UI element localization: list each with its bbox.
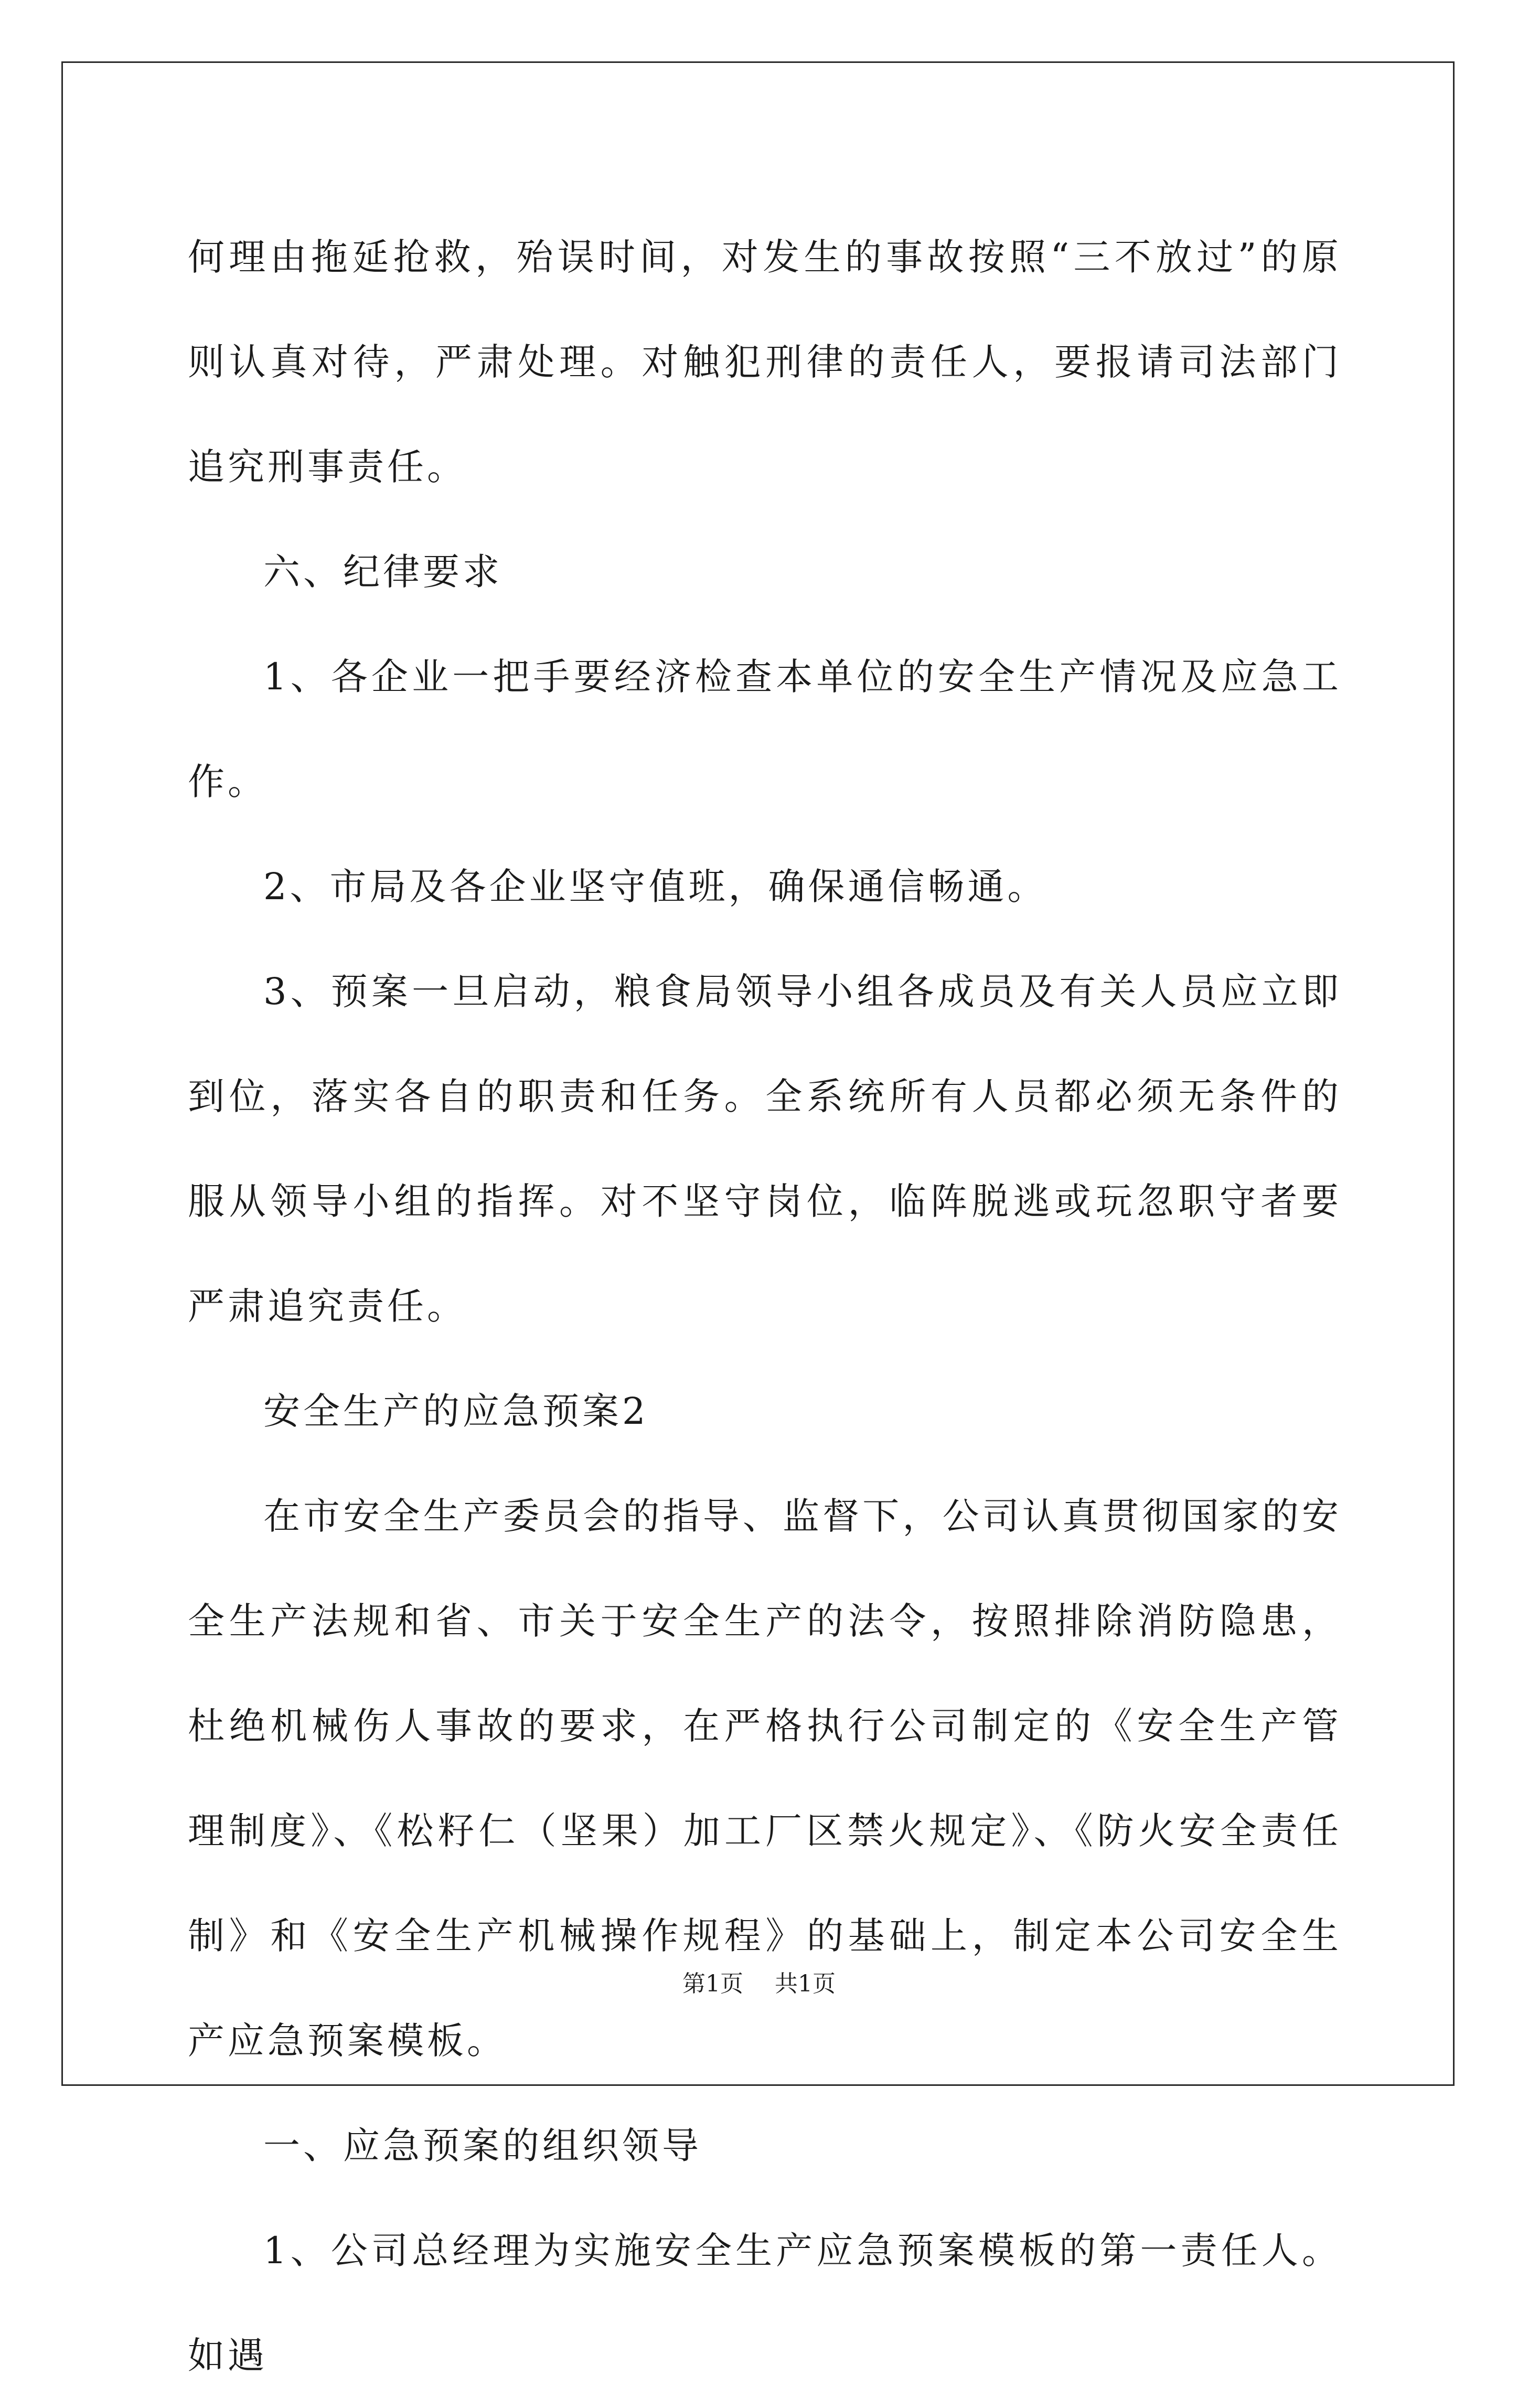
document-body [188,205,1342,2408]
paragraph-1: 何理由拖延抢救，殆误时间，对发生的事故按照“三不放过”的原则认真对待，严肃处理。对触犯刑律的责任人，要报请司法部门追究刑事责任。 [188,236,1342,488]
section-heading-organization: 一、应急预案的组织领导 [263,2124,702,2167]
page-footer [0,1965,1518,1998]
section-title-plan-2: 安全生产的应急预案2 [263,1390,649,1433]
paragraph-4: 3、预案一旦启动，粮食局领导小组各成员及有关人员应立即到位，落实各自的职责和任务。全系统所有人员都必须无条件的服从领导小组的指挥。对不坚守岗位，临阵脱逃或玩忽职守者要严肃追究责任。 [188,970,1342,1328]
paragraph-2: 1、各企业一把手要经济检查本单位的安全生产情况及应急工作。 [188,655,1342,803]
paragraph-5: 在市安全生产委员会的指导、监督下，公司认真贯彻国家的安全生产法规和省、市关于安全生产的法令，按照排除消防隐患，杜绝机械伤人事故的要求，在严格执行公司制定的《安全生产管理制度》、《松籽仁（坚果）加工厂区禁火规定》、《防火安全责任制》和《安全生产机械操作规程》的基础上，制定本公司安全生产应急预案模板。 [188,1495,1342,2062]
section-heading-discipline: 六、纪律要求 [263,550,503,593]
page-number: 第1页 [682,1970,743,1997]
paragraph-6: 1、公司总经理为实施安全生产应急预案模板的第一责任人。如遇 [188,2229,1342,2377]
page-total: 共1页 [775,1970,836,1997]
paragraph-3: 2、市局及各企业坚守值班，确保通信畅通。 [263,865,1047,908]
